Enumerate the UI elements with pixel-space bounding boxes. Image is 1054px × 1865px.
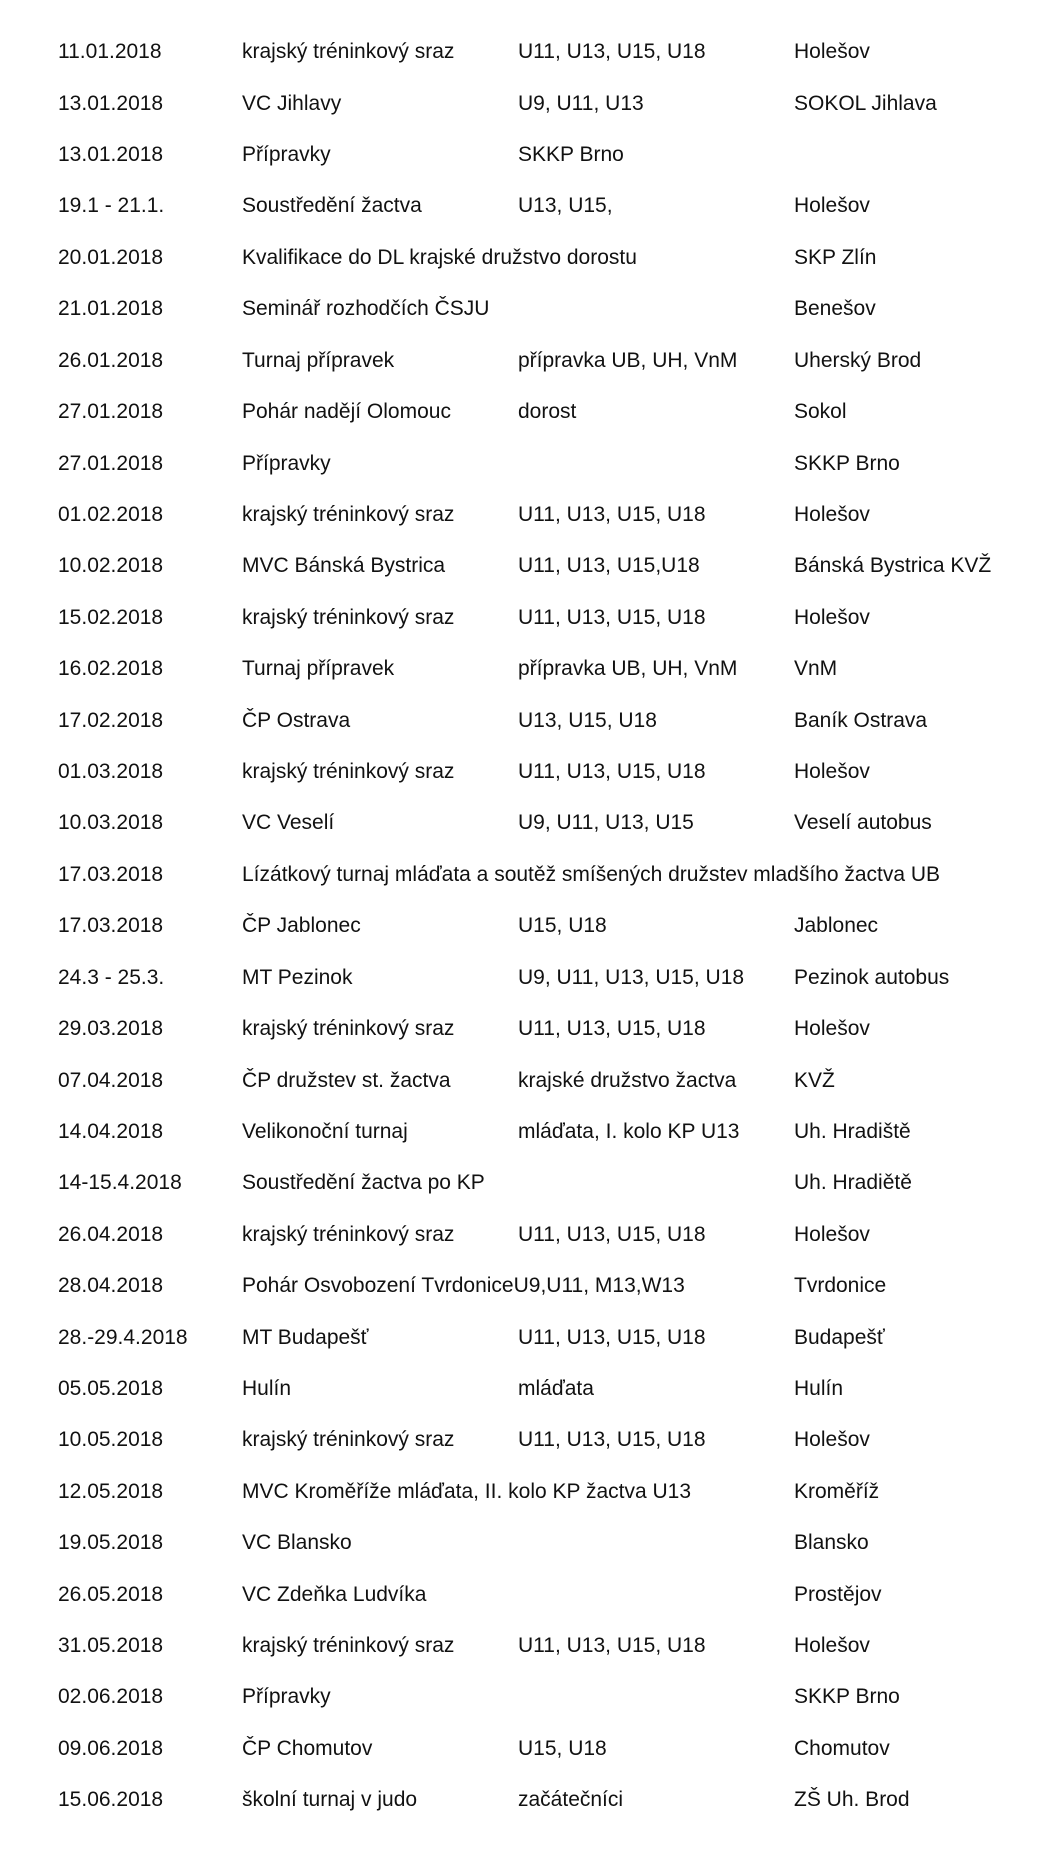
date-cell: 26.01.2018 (58, 349, 164, 372)
event-cell: ČP Ostrava (242, 709, 351, 732)
date-cell: 17.03.2018 (58, 863, 164, 886)
date-cell: 01.03.2018 (58, 760, 164, 783)
table-row (0, 495, 1054, 535)
place-cell: ZŠ Uh. Brod (794, 1788, 910, 1811)
table-row (0, 1523, 1054, 1563)
date-cell: 26.04.2018 (58, 1223, 164, 1246)
place-cell: Holešov (794, 1634, 870, 1657)
event-cell: ČP družstev st. žactva (242, 1069, 451, 1092)
date-cell: 13.01.2018 (58, 92, 164, 115)
category-cell: U11, U13, U15, U18 (518, 1223, 706, 1246)
table-row (0, 1780, 1054, 1820)
event-cell: Přípravky (242, 452, 331, 475)
date-cell: 27.01.2018 (58, 452, 164, 475)
event-cell: VC Zdeňka Ludvíka (242, 1583, 427, 1606)
event-cell: MVC Kroměříže mláďata, II. kolo KP žactva U13 (242, 1480, 692, 1503)
date-cell: 17.03.2018 (58, 914, 164, 937)
table-row (0, 1318, 1054, 1358)
place-cell: Holešov (794, 606, 870, 629)
date-cell: 17.02.2018 (58, 709, 164, 732)
category-cell: U11, U13, U15, U18 (518, 503, 706, 526)
table-row (0, 1677, 1054, 1717)
event-cell: Soustředění žactva (242, 194, 422, 217)
category-cell: přípravka UB, UH, VnM (518, 349, 738, 372)
date-cell: 05.05.2018 (58, 1377, 164, 1400)
table-row (0, 1112, 1054, 1152)
event-cell: MVC Bánská Bystrica (242, 554, 446, 577)
table-row (0, 135, 1054, 175)
place-cell: Bánská Bystrica KVŽ (794, 554, 992, 577)
category-cell: U11, U13, U15, U18 (518, 606, 706, 629)
event-cell: Pohár nadějí Olomouc (242, 400, 451, 423)
event-cell: Soustředění žactva po KP (242, 1171, 485, 1194)
place-cell: Sokol (794, 400, 847, 423)
table-row (0, 649, 1054, 689)
date-cell: 27.01.2018 (58, 400, 164, 423)
table-row (0, 238, 1054, 278)
date-cell: 28.-29.4.2018 (58, 1326, 188, 1349)
place-cell: Chomutov (794, 1737, 890, 1760)
date-cell: 10.03.2018 (58, 811, 164, 834)
date-cell: 14.04.2018 (58, 1120, 164, 1143)
category-cell: U11, U13, U15, U18 (518, 1017, 706, 1040)
place-cell: Holešov (794, 1428, 870, 1451)
place-cell: Budapešť (794, 1326, 885, 1349)
place-cell: Pezinok autobus (794, 966, 950, 989)
table-row (0, 598, 1054, 638)
place-cell: Holešov (794, 40, 870, 63)
date-cell: 10.02.2018 (58, 554, 164, 577)
table-row (0, 84, 1054, 124)
table-row (0, 958, 1054, 998)
category-cell: dorost (518, 400, 577, 423)
date-cell: 28.04.2018 (58, 1274, 164, 1297)
date-cell: 29.03.2018 (58, 1017, 164, 1040)
event-cell: krajský tréninkový sraz (242, 1428, 455, 1451)
place-cell: SKP Zlín (794, 246, 877, 269)
event-cell: Lízátkový turnaj mláďata a soutěž smíšených družstev mladšího žactva UB (242, 863, 941, 886)
event-cell: Pohár Osvobození TvrdoniceU9,U11, M13,W13 (242, 1274, 685, 1297)
place-cell: Uh. Hradiětě (794, 1171, 912, 1194)
place-cell: Veselí autobus (794, 811, 932, 834)
table-row (0, 186, 1054, 226)
table-row (0, 1163, 1054, 1203)
category-cell: U13, U15, (518, 194, 613, 217)
table-row (0, 1369, 1054, 1409)
category-cell: U11, U13, U15, U18 (518, 1634, 706, 1657)
place-cell: Kroměříž (794, 1480, 880, 1503)
table-row (0, 1266, 1054, 1306)
date-cell: 31.05.2018 (58, 1634, 164, 1657)
place-cell: SKKP Brno (794, 1685, 900, 1708)
event-cell: krajský tréninkový sraz (242, 503, 455, 526)
place-cell: Blansko (794, 1531, 869, 1554)
category-cell: mláďata, I. kolo KP U13 (518, 1120, 740, 1143)
event-cell: krajský tréninkový sraz (242, 1634, 455, 1657)
table-row (0, 1729, 1054, 1769)
event-cell: Turnaj přípravek (242, 349, 395, 372)
event-cell: Velikonoční turnaj (242, 1120, 408, 1143)
event-cell: krajský tréninkový sraz (242, 606, 455, 629)
date-cell: 01.02.2018 (58, 503, 164, 526)
table-row (0, 444, 1054, 484)
place-cell: Hulín (794, 1377, 844, 1400)
date-cell: 20.01.2018 (58, 246, 164, 269)
category-cell: U9, U11, U13 (518, 92, 644, 115)
table-row (0, 1626, 1054, 1666)
date-cell: 24.3 - 25.3. (58, 966, 165, 989)
place-cell: VnM (794, 657, 838, 680)
place-cell: Uherský Brod (794, 349, 922, 372)
date-cell: 07.04.2018 (58, 1069, 164, 1092)
table-row (0, 752, 1054, 792)
event-cell: Přípravky (242, 143, 331, 166)
place-cell: Holešov (794, 1223, 870, 1246)
event-cell: školní turnaj v judo (242, 1788, 418, 1811)
table-row (0, 701, 1054, 741)
event-cell: VC Jihlavy (242, 92, 342, 115)
date-cell: 11.01.2018 (58, 40, 162, 63)
place-cell: SKKP Brno (794, 452, 900, 475)
category-cell: U15, U18 (518, 914, 607, 937)
place-cell: Holešov (794, 503, 870, 526)
category-cell: U11, U13, U15, U18 (518, 1428, 706, 1451)
category-cell: U11, U13, U15,U18 (518, 554, 700, 577)
table-row (0, 1215, 1054, 1255)
event-cell: VC Blansko (242, 1531, 352, 1554)
place-cell: SOKOL Jihlava (794, 92, 937, 115)
event-cell: Přípravky (242, 1685, 331, 1708)
date-cell: 19.05.2018 (58, 1531, 164, 1554)
date-cell: 13.01.2018 (58, 143, 164, 166)
table-row (0, 1575, 1054, 1615)
event-cell: ČP Jablonec (242, 914, 361, 937)
category-cell: SKKP Brno (518, 143, 624, 166)
category-cell: začátečníci (518, 1788, 624, 1811)
place-cell: Prostějov (794, 1583, 882, 1606)
event-cell: Turnaj přípravek (242, 657, 395, 680)
place-cell: Holešov (794, 1017, 870, 1040)
event-cell: Hulín (242, 1377, 292, 1400)
table-row (0, 341, 1054, 381)
category-cell: U9, U11, U13, U15 (518, 811, 694, 834)
table-row (0, 1472, 1054, 1512)
table-row (0, 392, 1054, 432)
date-cell: 19.1 - 21.1. (58, 194, 165, 217)
place-cell: Baník Ostrava (794, 709, 928, 732)
event-cell: Kvalifikace do DL krajské družstvo dorostu (242, 246, 637, 269)
category-cell: U15, U18 (518, 1737, 607, 1760)
place-cell: Jablonec (794, 914, 879, 937)
place-cell: Benešov (794, 297, 876, 320)
event-cell: krajský tréninkový sraz (242, 1017, 455, 1040)
table-row (0, 1061, 1054, 1101)
table-row (0, 855, 1054, 895)
category-cell: U9, U11, U13, U15, U18 (518, 966, 745, 989)
table-row (0, 803, 1054, 843)
event-cell: MT Budapešť (242, 1326, 369, 1349)
place-cell: Holešov (794, 194, 870, 217)
event-cell: ČP Chomutov (242, 1737, 373, 1760)
event-cell: MT Pezinok (242, 966, 353, 989)
table-row (0, 546, 1054, 586)
date-cell: 15.02.2018 (58, 606, 164, 629)
place-cell: KVŽ (794, 1069, 835, 1092)
event-cell: krajský tréninkový sraz (242, 1223, 455, 1246)
date-cell: 02.06.2018 (58, 1685, 164, 1708)
date-cell: 16.02.2018 (58, 657, 164, 680)
event-cell: krajský tréninkový sraz (242, 40, 455, 63)
table-row (0, 289, 1054, 329)
category-cell: U11, U13, U15, U18 (518, 40, 706, 63)
date-cell: 21.01.2018 (58, 297, 164, 320)
date-cell: 12.05.2018 (58, 1480, 164, 1503)
date-cell: 10.05.2018 (58, 1428, 164, 1451)
date-cell: 15.06.2018 (58, 1788, 164, 1811)
date-cell: 09.06.2018 (58, 1737, 164, 1760)
event-cell: krajský tréninkový sraz (242, 760, 455, 783)
place-cell: Holešov (794, 760, 870, 783)
category-cell: mláďata (518, 1377, 594, 1400)
place-cell: Tvrdonice (794, 1274, 887, 1297)
category-cell: U13, U15, U18 (518, 709, 657, 732)
category-cell: krajské družstvo žactva (518, 1069, 737, 1092)
event-cell: Seminář rozhodčích ČSJU (242, 297, 490, 320)
category-cell: přípravka UB, UH, VnM (518, 657, 738, 680)
date-cell: 26.05.2018 (58, 1583, 164, 1606)
place-cell: Uh. Hradiště (794, 1120, 911, 1143)
table-row (0, 906, 1054, 946)
category-cell: U11, U13, U15, U18 (518, 1326, 706, 1349)
table-row (0, 1009, 1054, 1049)
table-row (0, 32, 1054, 72)
date-cell: 14-15.4.2018 (58, 1171, 182, 1194)
table-row (0, 1420, 1054, 1460)
event-cell: VC Veselí (242, 811, 335, 834)
category-cell: U11, U13, U15, U18 (518, 760, 706, 783)
